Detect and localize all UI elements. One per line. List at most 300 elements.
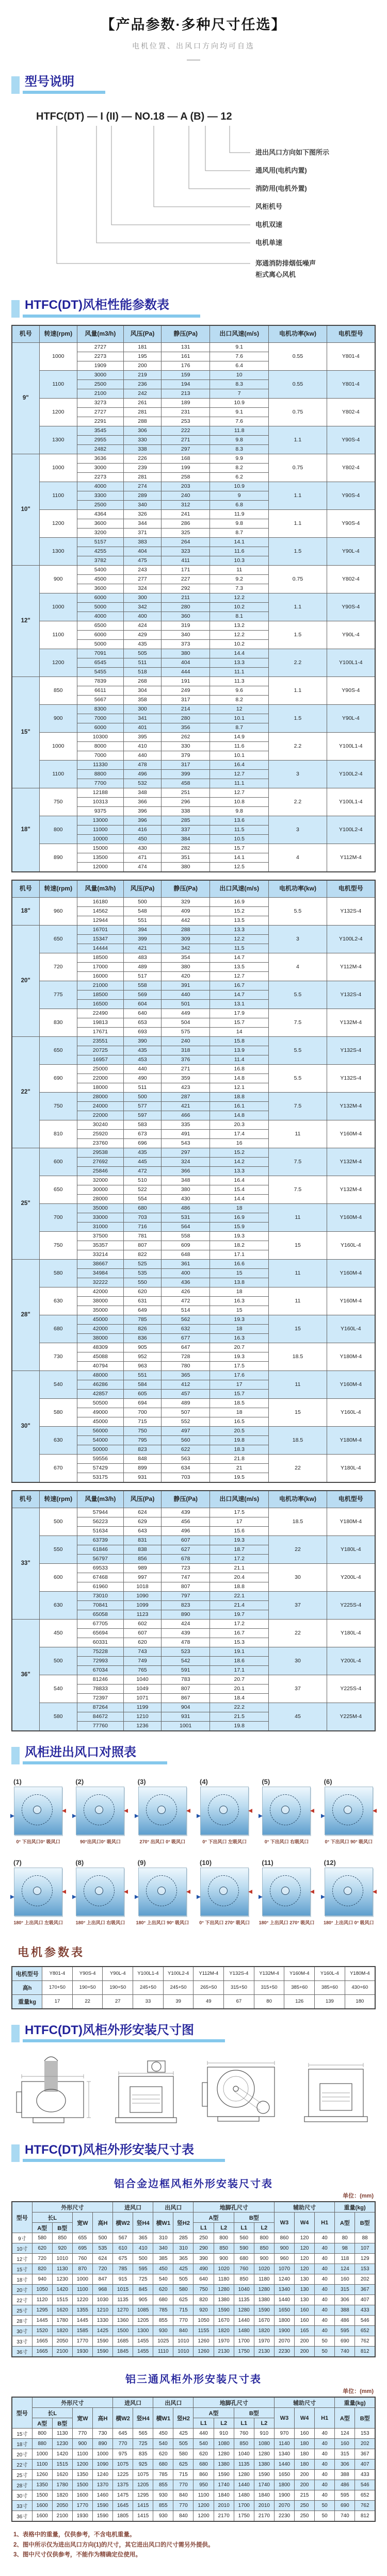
dim-value-cell: 80 xyxy=(335,2233,355,2243)
static-pressure-cell: 348 xyxy=(162,1176,210,1185)
pressure-cell: 304 xyxy=(123,686,161,695)
outlet-speed-cell: 15.7 xyxy=(210,1018,269,1027)
static-pressure-cell: 591 xyxy=(162,1665,210,1675)
dim-value-cell: 1280 xyxy=(254,2285,274,2295)
static-pressure-cell: 253 xyxy=(162,417,210,426)
outlet-speed-cell: 16.9 xyxy=(210,897,269,906)
dim-value-cell: 840 xyxy=(173,2511,194,2522)
pressure-cell: 905 xyxy=(123,1343,161,1352)
static-pressure-cell: 496 xyxy=(162,1526,210,1535)
dim-value-cell: 215 xyxy=(295,2490,315,2501)
motor-model-cell: Y225S-4 xyxy=(327,1591,375,1619)
pressure-cell: 394 xyxy=(123,925,161,934)
perf-header-cell: 静压(Pa) xyxy=(162,325,210,343)
dim-value-cell: 200 xyxy=(295,2347,315,2357)
dim-header-cell: A型 xyxy=(194,2212,234,2223)
airflow-cell: 2273 xyxy=(77,352,124,361)
section-title-dims-table: HTFC(DT)风柜外形安装尺寸表 xyxy=(23,2143,225,2162)
dim-value-cell: 595 xyxy=(335,2490,355,2501)
dim-value-cell: 845 xyxy=(133,2285,153,2295)
dim-value-cell: 1600 xyxy=(72,2490,92,2501)
dim-value-cell: 652 xyxy=(355,2326,375,2336)
dim-value-cell: 1180 xyxy=(214,2274,234,2285)
motor-power-cell: 5.5 xyxy=(269,1064,327,1092)
dim-value-cell: 1075 xyxy=(133,2470,153,2480)
rpm-cell: 750 xyxy=(39,1092,77,1120)
table-row xyxy=(12,1092,375,1101)
dim-value-cell: 1370 xyxy=(92,2480,112,2490)
model-size-cell: 33寸 xyxy=(12,2336,32,2347)
dim-value-cell: 1140 xyxy=(274,2439,294,2449)
motor-weight-cell: 67 xyxy=(224,1994,254,2009)
dim-header-cell: 辅助尺寸 xyxy=(274,2397,334,2408)
outlet-arrow-icon xyxy=(135,1895,139,1899)
hub-icon xyxy=(344,1887,352,1895)
heading-accent xyxy=(11,76,20,94)
dim-value-cell: 620 xyxy=(32,2243,52,2254)
dim-value-cell: 540 xyxy=(194,2439,214,2449)
dim-header-cell: 竖H2 xyxy=(173,2212,194,2233)
footnote: 3、图中尺寸仅供参考，不能作为精确定位使用。 xyxy=(13,2552,141,2558)
dim-value-cell: 1050 xyxy=(194,2316,214,2326)
dim-header-row xyxy=(12,2397,375,2408)
dim-value-cell: 1700 xyxy=(234,2336,254,2347)
table-row xyxy=(12,1370,375,1380)
outlet-speed-cell: 7.6 xyxy=(210,352,269,361)
airflow-cell: 3600 xyxy=(77,519,124,528)
dim-value-cell: 40 xyxy=(315,2490,335,2501)
section-perf-heading xyxy=(11,299,387,317)
pressure-cell: 421 xyxy=(123,944,161,953)
perf-header-cell: 机号 xyxy=(12,325,39,343)
dim-value-cell: 388 xyxy=(335,2470,355,2480)
port-diagram-2 xyxy=(71,1778,129,1845)
dim-value-cell: 1260 xyxy=(194,2336,214,2347)
outlet-speed-cell: 10.9 xyxy=(210,398,269,407)
static-pressure-cell: 728 xyxy=(162,1352,210,1361)
static-pressure-cell: 203 xyxy=(162,482,210,491)
airflow-cell: 3300 xyxy=(77,491,124,500)
fan-size-cell: 12" xyxy=(12,565,39,676)
dim-value-cell: 565 xyxy=(133,2429,153,2439)
table-row xyxy=(12,537,375,547)
table-row xyxy=(12,2470,375,2480)
motor-model-cell: Y802-4 xyxy=(327,398,375,426)
pressure-cell: 631 xyxy=(123,1296,161,1306)
dim-value-cell: 2070 xyxy=(274,2336,294,2347)
fan-size-cell: 30" xyxy=(12,1370,39,1482)
dim-value-cell: 625 xyxy=(173,2295,194,2305)
outlet-arrow-icon xyxy=(259,1895,263,1899)
pressure-cell: 749 xyxy=(123,1656,161,1665)
dim-value-cell: 1820 xyxy=(214,2326,234,2336)
static-pressure-cell: 171 xyxy=(162,565,210,574)
airflow-cell: 3000 xyxy=(77,463,124,472)
dim-value-cell: 1360 xyxy=(113,2316,133,2326)
outlet-speed-cell: 10.2 xyxy=(210,639,269,649)
pressure-cell: 1018 xyxy=(123,1582,161,1591)
fan-size-cell: 25" xyxy=(12,1148,39,1259)
dim-value-cell: 1340 xyxy=(274,2285,294,2295)
airflow-cell: 2955 xyxy=(77,435,124,444)
static-pressure-cell: 286 xyxy=(162,519,210,528)
dim-header-cell: W3 xyxy=(274,2408,294,2429)
dim-value-cell: 2230 xyxy=(274,2347,294,2357)
static-pressure-cell: 365 xyxy=(162,1370,210,1380)
outlet-speed-cell: 17.9 xyxy=(210,1009,269,1018)
airflow-cell: 8800 xyxy=(77,769,124,779)
motor-height-cell: 245+50 xyxy=(133,1980,164,1994)
static-pressure-cell: 424 xyxy=(162,1619,210,1628)
pressure-cell: 274 xyxy=(123,482,161,491)
dim-value-cell: 1440 xyxy=(234,2316,254,2326)
airflow-cell: 23760 xyxy=(77,1138,124,1148)
dim-value-cell: 850 xyxy=(234,2274,254,2285)
model-size-cell: 10寸 xyxy=(12,2243,32,2254)
static-pressure-cell: 931 xyxy=(162,1712,210,1721)
pressure-cell: 219 xyxy=(123,370,161,379)
outlet-speed-cell: 14.8 xyxy=(210,1111,269,1120)
table-row xyxy=(12,925,375,934)
pressure-cell: 522 xyxy=(123,1185,161,1194)
dim-value-cell: 1050 xyxy=(32,2285,52,2295)
pressure-cell: 483 xyxy=(123,953,161,962)
rpm-cell: 730 xyxy=(39,1343,77,1370)
motor-model-cell: Y100L2-4 xyxy=(327,816,375,844)
dim-value-cell: 1420 xyxy=(52,2449,72,2459)
dim-value-cell: 50 xyxy=(315,2501,335,2511)
dim-value-cell: 1380 xyxy=(214,2459,234,2470)
perf-header-cell: 电机型号 xyxy=(327,1491,375,1508)
outlet-speed-cell: 8.7 xyxy=(210,723,269,732)
dim-value-cell: 124 xyxy=(335,2264,355,2274)
static-pressure-cell: 404 xyxy=(162,658,210,667)
static-pressure-cell: 312 xyxy=(162,500,210,509)
table-row xyxy=(12,1009,375,1018)
dim-header-cell: H1 xyxy=(315,2408,335,2429)
airflow-cell: 16701 xyxy=(77,925,124,934)
dim-value-cell: 1590 xyxy=(254,2305,274,2316)
connector-no18 xyxy=(154,126,250,207)
dim-value-cell: 200 xyxy=(295,2470,315,2480)
table-row xyxy=(12,398,375,407)
airflow-cell: 2500 xyxy=(77,500,124,509)
static-pressure-cell: 478 xyxy=(162,1638,210,1647)
outlet-speed-cell: 9 xyxy=(210,491,269,500)
dim-value-cell: 1220 xyxy=(72,2295,92,2305)
airflow-cell: 69533 xyxy=(77,1563,124,1573)
dim-value-cell: 1685 xyxy=(113,2336,133,2347)
outlet-speed-cell: 14.4 xyxy=(210,649,269,658)
table-row xyxy=(12,1064,375,1074)
pressure-cell: 577 xyxy=(123,1101,161,1111)
static-pressure-cell: 338 xyxy=(162,806,210,816)
outlet-speed-cell: 9.9 xyxy=(210,454,269,463)
pressure-cell: 649 xyxy=(123,1306,161,1315)
pressure-cell: 1040 xyxy=(123,1675,161,1684)
heading-accent xyxy=(11,1747,20,1764)
airflow-cell: 59556 xyxy=(77,1454,124,1463)
dim-header-cell: 高H xyxy=(92,2408,112,2429)
dim-value-cell: 2100 xyxy=(52,2511,72,2522)
dim-value-cell: 1425 xyxy=(92,2326,112,2336)
outlet-speed-cell: 13.2 xyxy=(210,621,269,630)
dim-value-cell: 950 xyxy=(194,2480,214,2490)
outlet-speed-cell: 10.1 xyxy=(210,751,269,760)
table-row xyxy=(12,509,375,519)
dim-value-cell: 925 xyxy=(133,2459,153,2470)
motor-model-cell: Y180L-4 xyxy=(327,1454,375,1482)
dim-value-cell: 725 xyxy=(133,2274,153,2285)
dim-value-cell: 153 xyxy=(355,2429,375,2439)
motor-power-cell: 11 xyxy=(269,1287,327,1315)
dim-value-cell: 306 xyxy=(335,2295,355,2305)
pressure-cell: 765 xyxy=(123,1665,161,1675)
dim-value-cell: 546 xyxy=(355,2316,375,2326)
legend-label-direction: 进出风口方向如下图所示 xyxy=(255,148,330,157)
static-pressure-cell: 436 xyxy=(162,1278,210,1287)
pressure-cell: 624 xyxy=(123,1508,161,1517)
dim-value-cell: 580 xyxy=(173,2285,194,2295)
table-row xyxy=(12,981,375,990)
dim-value-cell: 1500 xyxy=(72,2480,92,2490)
static-pressure-cell: 507 xyxy=(162,1408,210,1417)
dim-value-cell: 440 xyxy=(194,2429,214,2439)
pressure-cell: 694 xyxy=(123,1398,161,1408)
dim-value-cell: 540 xyxy=(153,2274,173,2285)
outlet-speed-cell: 19.3 xyxy=(210,1315,269,1324)
perf-header-cell: 风量(m3/h) xyxy=(77,880,124,898)
outlet-speed-cell: 11 xyxy=(210,565,269,574)
page-subtitle: 电机位置、出风口方向均可自选 xyxy=(132,42,255,50)
dim-value-cell: 1340 xyxy=(274,2449,294,2459)
dim-value-cell: 920 xyxy=(52,2243,72,2254)
pressure-cell: 472 xyxy=(123,1166,161,1176)
outlet-speed-cell: 18.8 xyxy=(210,1582,269,1591)
static-pressure-cell: 632 xyxy=(162,1324,210,1333)
motor-table-title: 电机参数表 xyxy=(18,1945,85,1959)
dim-header-cell: A型 xyxy=(194,2408,234,2418)
heading-accent xyxy=(11,2144,20,2162)
pressure-cell: 535 xyxy=(123,1268,161,1278)
dim-value-cell: 425 xyxy=(173,2264,194,2274)
dim-value-cell: 1085 xyxy=(133,2305,153,2316)
pressure-cell: 518 xyxy=(123,667,161,676)
dim-value-cell: 1820 xyxy=(52,2490,72,2501)
pressure-cell: 404 xyxy=(123,547,161,556)
table-row xyxy=(12,2264,375,2274)
dim-value-cell: 1010 xyxy=(173,2347,194,2357)
static-pressure-cell: 575 xyxy=(162,1027,210,1036)
rpm-cell: 1200 xyxy=(39,649,77,676)
motor-model-cell: Y100L1-4 xyxy=(327,649,375,676)
model-legend-diagram xyxy=(15,101,377,282)
pressure-cell: 383 xyxy=(123,537,161,547)
static-pressure-cell: 456 xyxy=(162,1517,210,1526)
motor-model-cell: Y160M-4 xyxy=(284,1967,315,1981)
pressure-cell: 435 xyxy=(123,1148,161,1157)
dim-value-cell: 1280 xyxy=(254,2449,274,2459)
dim-value-cell: 1840 xyxy=(254,2490,274,2501)
outlet-speed-cell: 18.4 xyxy=(210,1693,269,1703)
outlet-speed-cell: 17.2 xyxy=(210,1554,269,1563)
motor-weight-cell: 22 xyxy=(72,1994,103,2009)
dim-value-cell: 1930 xyxy=(72,2347,92,2357)
outlet-speed-cell: 11.3 xyxy=(210,676,269,686)
dim-header-cell: 横W1 xyxy=(153,2212,173,2233)
motor-model-cell: Y132M-4 xyxy=(327,1176,375,1203)
dim-value-cell: 1135 xyxy=(234,2459,254,2470)
airflow-cell: 51634 xyxy=(77,1526,124,1535)
dim-value-cell: 367 xyxy=(355,2285,375,2295)
airflow-cell: 32000 xyxy=(77,1176,124,1185)
dim-value-cell: 390 xyxy=(194,2254,214,2264)
pressure-cell: 807 xyxy=(123,1241,161,1250)
section-title-perf: HTFC(DT)风柜性能参数表 xyxy=(23,299,200,317)
motor-power-cell: 0.75 xyxy=(269,398,327,426)
dim-value-cell: 388 xyxy=(335,2305,355,2316)
pressure-cell: 396 xyxy=(123,816,161,825)
pressure-cell: 424 xyxy=(123,621,161,630)
pressure-cell: 396 xyxy=(123,806,161,816)
outlet-speed-cell: 15.8 xyxy=(210,1036,269,1046)
motor-power-cell: 1.5 xyxy=(269,704,327,732)
dim-value-cell: 1480 xyxy=(234,2490,254,2501)
motor-power-cell: 11 xyxy=(269,1370,327,1398)
dim-value-cell: 690 xyxy=(335,2336,355,2347)
dim-header-cell: B型 xyxy=(355,2408,375,2429)
rpm-cell: 650 xyxy=(39,925,77,953)
outlet-speed-cell: 18.3 xyxy=(210,1445,269,1454)
motor-weight-cell: 17 xyxy=(42,1994,73,2009)
dim-value-cell: 760 xyxy=(234,2429,254,2439)
dim-value-cell: 860 xyxy=(274,2233,294,2243)
outlet-speed-cell: 16.3 xyxy=(210,1333,269,1343)
outlet-speed-cell: 21.8 xyxy=(210,1454,269,1463)
pressure-cell: 243 xyxy=(123,565,161,574)
dim-header-row xyxy=(12,2212,375,2223)
section-dims-fig-heading xyxy=(11,2024,387,2042)
dim-value-cell: 1010 xyxy=(173,2336,194,2347)
rpm-cell: 670 xyxy=(39,1454,77,1482)
pressure-cell: 226 xyxy=(123,454,161,463)
rpm-cell: 960 xyxy=(39,897,77,925)
rpm-cell: 1200 xyxy=(39,509,77,537)
static-pressure-cell: 552 xyxy=(162,1417,210,1426)
perf-header-cell: 机号 xyxy=(12,880,39,898)
airflow-cell: 2500 xyxy=(77,379,124,389)
dim-value-cell: 560 xyxy=(234,2233,254,2243)
airflow-cell: 25920 xyxy=(77,1129,124,1138)
dim-value-cell: 1260 xyxy=(32,2470,52,2480)
pressure-cell: 856 xyxy=(123,1554,161,1563)
motor-weight-cell: 33 xyxy=(133,1994,164,2009)
motor-parameters-table xyxy=(11,1966,376,2009)
pressure-cell: 1123 xyxy=(123,1610,161,1619)
connector-B xyxy=(205,126,250,171)
airflow-cell: 35357 xyxy=(77,1241,124,1250)
fan-box-illustration xyxy=(200,1787,249,1835)
outlet-speed-cell: 18.6 xyxy=(210,1656,269,1665)
pressure-cell: 750 xyxy=(123,1426,161,1435)
dim-value-cell: 640 xyxy=(194,2274,214,2285)
perf-header-cell: 出口风速(m/s) xyxy=(210,1491,269,1508)
dim-value-cell: 812 xyxy=(355,2511,375,2522)
model-size-cell: 30寸 xyxy=(12,2326,32,2336)
dim-value-cell: 107 xyxy=(355,2243,375,2254)
pressure-cell: 344 xyxy=(123,519,161,528)
outlet-speed-cell: 18.7 xyxy=(210,1545,269,1554)
outlet-arrow-icon xyxy=(135,1814,139,1818)
fan-box-illustration xyxy=(138,1787,187,1835)
model-size-cell: 22寸 xyxy=(12,2459,32,2470)
dim-value-cell: 1010 xyxy=(52,2254,72,2264)
static-pressure-cell: 285 xyxy=(162,816,210,825)
motor-model-cell: Y132M-4 xyxy=(327,1092,375,1120)
dim-value-cell: 847 xyxy=(92,2274,112,2285)
dim-value-cell: 180 xyxy=(295,2459,315,2470)
dim-value-cell: 1665 xyxy=(32,2347,52,2357)
static-pressure-cell: 376 xyxy=(162,1055,210,1064)
airflow-cell: 42857 xyxy=(77,1389,124,1398)
pressure-cell: 952 xyxy=(123,1352,161,1361)
table-row xyxy=(12,844,375,853)
dim-value-cell: 306 xyxy=(335,2459,355,2470)
fan-box-illustration xyxy=(200,1868,249,1916)
dim-value-cell: 1380 xyxy=(254,2459,274,2470)
static-pressure-cell: 562 xyxy=(162,1315,210,1324)
pressure-cell: 358 xyxy=(123,695,161,704)
dim-value-cell: 800 xyxy=(214,2233,234,2243)
dim-header-cell: 长L xyxy=(32,2408,72,2418)
dim-value-cell: 1590 xyxy=(214,2305,234,2316)
table-row xyxy=(12,1980,375,1994)
airflow-cell: 23551 xyxy=(77,1036,124,1046)
dim-value-cell: 2170 xyxy=(254,2511,274,2522)
static-pressure-cell: 249 xyxy=(162,686,210,695)
dim-value-cell: 1650 xyxy=(274,2470,294,2480)
pressure-cell: 496 xyxy=(123,769,161,779)
motor-power-cell: 11 xyxy=(269,1259,327,1287)
dim-value-cell: 250 xyxy=(194,2233,214,2243)
pressure-cell: 643 xyxy=(123,1526,161,1535)
pressure-cell: 696 xyxy=(123,1138,161,1148)
table-row xyxy=(12,676,375,686)
airflow-cell: 18500 xyxy=(77,990,124,999)
outlet-arrow-icon xyxy=(10,1814,14,1818)
static-pressure-cell: 890 xyxy=(162,1610,210,1619)
outlet-speed-cell: 16.4 xyxy=(210,1176,269,1185)
outlet-speed-cell: 17.2 xyxy=(210,1619,269,1628)
dim-value-cell: 785 xyxy=(113,2264,133,2274)
airflow-cell: 1909 xyxy=(77,361,124,370)
dim-value-cell: 740 xyxy=(335,2511,355,2522)
outlet-speed-cell: 20.1 xyxy=(210,1684,269,1693)
dim-value-cell: 770 xyxy=(113,2439,133,2449)
model-size-cell: 30寸 xyxy=(12,2490,32,2501)
rpm-cell: 630 xyxy=(39,1287,77,1315)
pressure-cell: 281 xyxy=(123,472,161,482)
outlet-speed-cell: 20.5 xyxy=(210,1426,269,1435)
table-row xyxy=(12,704,375,714)
model-size-cell: 28寸 xyxy=(12,2480,32,2490)
static-pressure-cell: 330 xyxy=(162,741,210,751)
dim-value-cell: 2130 xyxy=(214,2347,234,2357)
dim-value-cell: 1645 xyxy=(113,2501,133,2511)
static-pressure-cell: 337 xyxy=(162,825,210,834)
static-pressure-cell: 292 xyxy=(162,584,210,593)
dim-value-cell: 900 xyxy=(214,2254,234,2264)
